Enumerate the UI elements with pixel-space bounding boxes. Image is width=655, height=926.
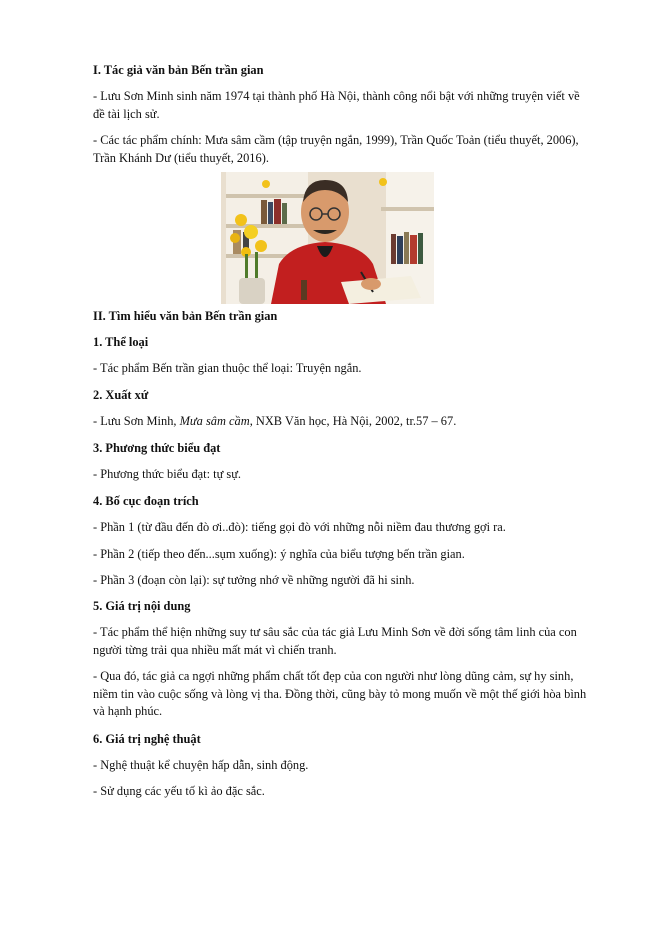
structure-part-3: - Phần 3 (đoạn còn lại): sự tưởng nhớ về những người đã hi sinh. [93, 573, 415, 587]
origin-prefix: - Lưu Sơn Minh, [93, 414, 180, 428]
origin-text [93, 413, 588, 431]
genre-heading: 1. Thể loại [93, 335, 149, 349]
content-value-heading: 5. Giá trị nội dung [93, 599, 191, 613]
structure-heading: 4. Bố cục đoạn trích [93, 494, 199, 508]
mode-heading: 3. Phương thức biểu đạt [93, 441, 221, 455]
art-value-paragraph-1: - Nghệ thuật kể chuyện hấp dẫn, sinh động. [93, 758, 309, 772]
origin-suffix: , NXB Văn học, Hà Nội, 2002, tr.57 – 67. [249, 414, 457, 428]
major-works-paragraph: - Các tác phẩm chính: Mưa sâm cầm (tập truyện ngắn, 1999), Trần Quốc Toản (tiểu thuyết, 2006), Trần Khánh Dư (tiểu thuyết, 2016). [93, 133, 579, 165]
structure-part-2: - Phần 2 (tiếp theo đến...sụm xuống): ý nghĩa của biểu tượng bến trần gian. [93, 547, 465, 561]
section-2-heading: II. Tìm hiểu văn bản Bến trần gian [93, 309, 278, 323]
section-1-heading: I. Tác giả văn bản Bến trần gian [93, 63, 264, 77]
origin-heading: 2. Xuất xứ [93, 388, 149, 402]
origin-book-title: Mưa sâm cầm [179, 414, 250, 428]
structure-part-1: - Phần 1 (từ đầu đến đò ơi..đò): tiếng gọi đò với những nỗi niềm đau thương gợi ra. [93, 520, 506, 534]
content-value-paragraph-2: - Qua đó, tác giả ca ngợi những phẩm chất tốt đẹp của con người như lòng dũng cảm, sự hy sinh, niềm tin vào cuộc sống và lòng vị tha. Đồng thời, cũng bày tỏ mong muốn về một thế giới hòa bình và hạnh phúc. [93, 669, 587, 718]
author-bio-paragraph: - Lưu Sơn Minh sinh năm 1974 tại thành phố Hà Nội, thành công nổi bật với những truyện viết về đề tài lịch sử. [93, 89, 580, 121]
art-value-heading: 6. Giá trị nghệ thuật [93, 732, 201, 746]
art-value-paragraph-2: - Sử dụng các yếu tố kì ảo đặc sắc. [93, 784, 265, 798]
author-photo [221, 172, 434, 304]
content-value-paragraph-1: - Tác phẩm thể hiện những suy tư sâu sắc của tác giả Lưu Minh Sơn về đời sống tâm linh của con người từng trải qua nhiều mất mát vì chiến tranh. [93, 625, 577, 657]
mode-text: - Phương thức biểu đạt: tự sự. [93, 467, 242, 481]
genre-text: - Tác phẩm Bến trần gian thuộc thể loại: Truyện ngắn. [93, 361, 362, 375]
